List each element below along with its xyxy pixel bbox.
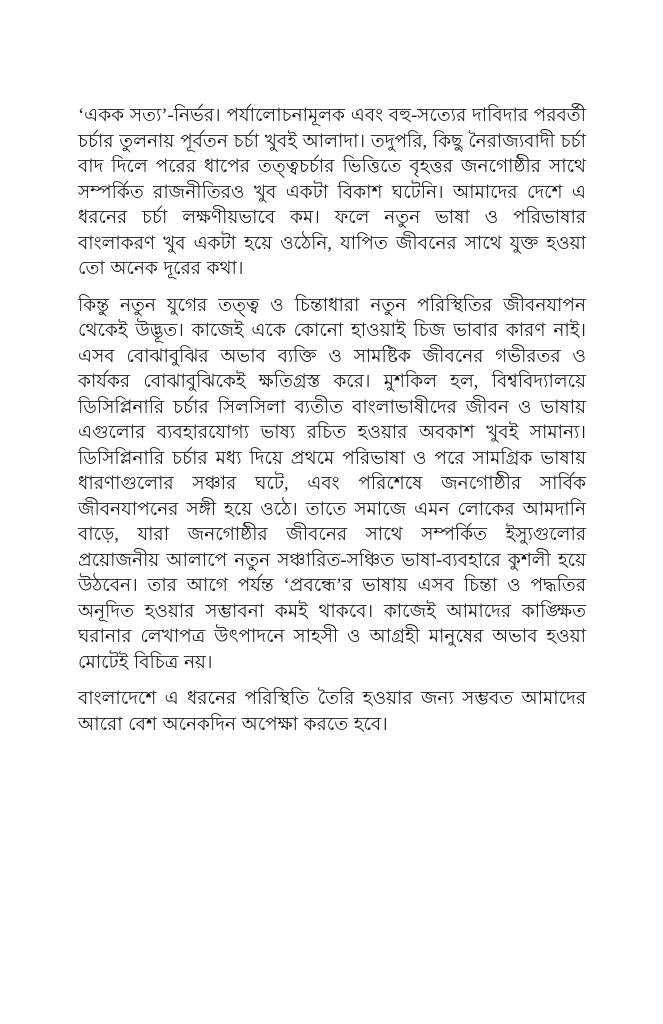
paragraph-3: বাংলাদেশে এ ধরনের পরিস্থিতি তৈরি হওয়ার জন্য সম্ভবত আমাদের আরো বেশ অনেকদিন অপেক্ষা করতে হবে। bbox=[78, 689, 586, 735]
paragraph-1: ‘একক সত্য’-নির্ভর। পর্যালোচনামূলক এবং বহু-সত্যের দাবিদার পরবর্তী চর্চার তুলনায় পূর্বতন চর্চা খুবই আলাদা। তদুপরি, কিছু নৈরাজ্যবাদী চর্চা বাদ দিলে পরের ধাপের তত্ত্বচর্চার ভিত্তিতে বৃহত্তর জনগোষ্ঠীর সাথে সম্পর্কিত রাজনীতিরও খুব একটা বিকাশ ঘটেনি। আমাদের দেশে এ ধরনের চর্চা লক্ষণীয়ভাবে কম। ফলে নতুন ভাষা ও পরিভাষার বাংলাকরণ খুব একটা হয়ে ওঠেনি, যাপিত জীবনের সাথে যুক্ত হওয়া তো অনেক দূরের কথা। bbox=[78, 106, 586, 279]
paragraph-2: কিন্তু নতুন যুগের তত্ত্ব ও চিন্তাধারা নতুন পরিস্থিতির জীবনযাপন থেকেই উদ্ভূত। কাজেই একে কোনো হাওয়াই চিজ ভাবার কারণ নাই। এসব বোঝাবুঝির অভাব ব্যক্তি ও সামষ্টিক জীবনের গভীরতর ও কার্যকর বোঝাবুঝিকেই ক্ষতিগ্রস্ত করে। মুশকিল হল, বিশ্ববিদ্যালয়ে ডিসিপ্লিনারি চর্চার সিলসিলা ব্যতীত বাংলাভাষীদের জীবন ও ভাষায় এগুলোর ব্যবহারযোগ্য ভাষ্য রচিত হওয়ার অবকাশ খুবই সামান্য। ডিসিপ্লিনারি চর্চার মধ্য দিয়ে প্রথমে পরিভাষা ও পরে সামগ্রিক ভাষায় ধারণাগুলোর সঞ্চার ঘটে, এবং পরিশেষে জনগোষ্ঠীর সার্বিক জীবনযাপনের সঙ্গী হয়ে ওঠে। তাতে সমাজে এমন লোকের আমদানি বাড়ে, যারা জনগোষ্ঠীর জীবনের সাথে সম্পর্কিত ইস্যুগুলোর প্রয়োজনীয় আলাপে নতুন সঞ্চারিত-সঞ্চিত ভাষা-ব্যবহারে কুশলী হয়ে উঠবেন। তার আগে পর্যন্ত ‘প্রবন্ধে’র ভাষায় এসব চিন্তা ও পদ্ধতির অনূদিত হওয়ার সম্ভাবনা কমই থাকবে। কাজেই আমাদের কাঙ্ক্ষিত ঘরানার লেখাপত্র উৎপাদনে সাহসী ও আগ্রহী মানুষের অভাব হওয়া মোটেই বিচিত্র নয়। bbox=[78, 295, 586, 673]
text-block bbox=[78, 104, 586, 738]
